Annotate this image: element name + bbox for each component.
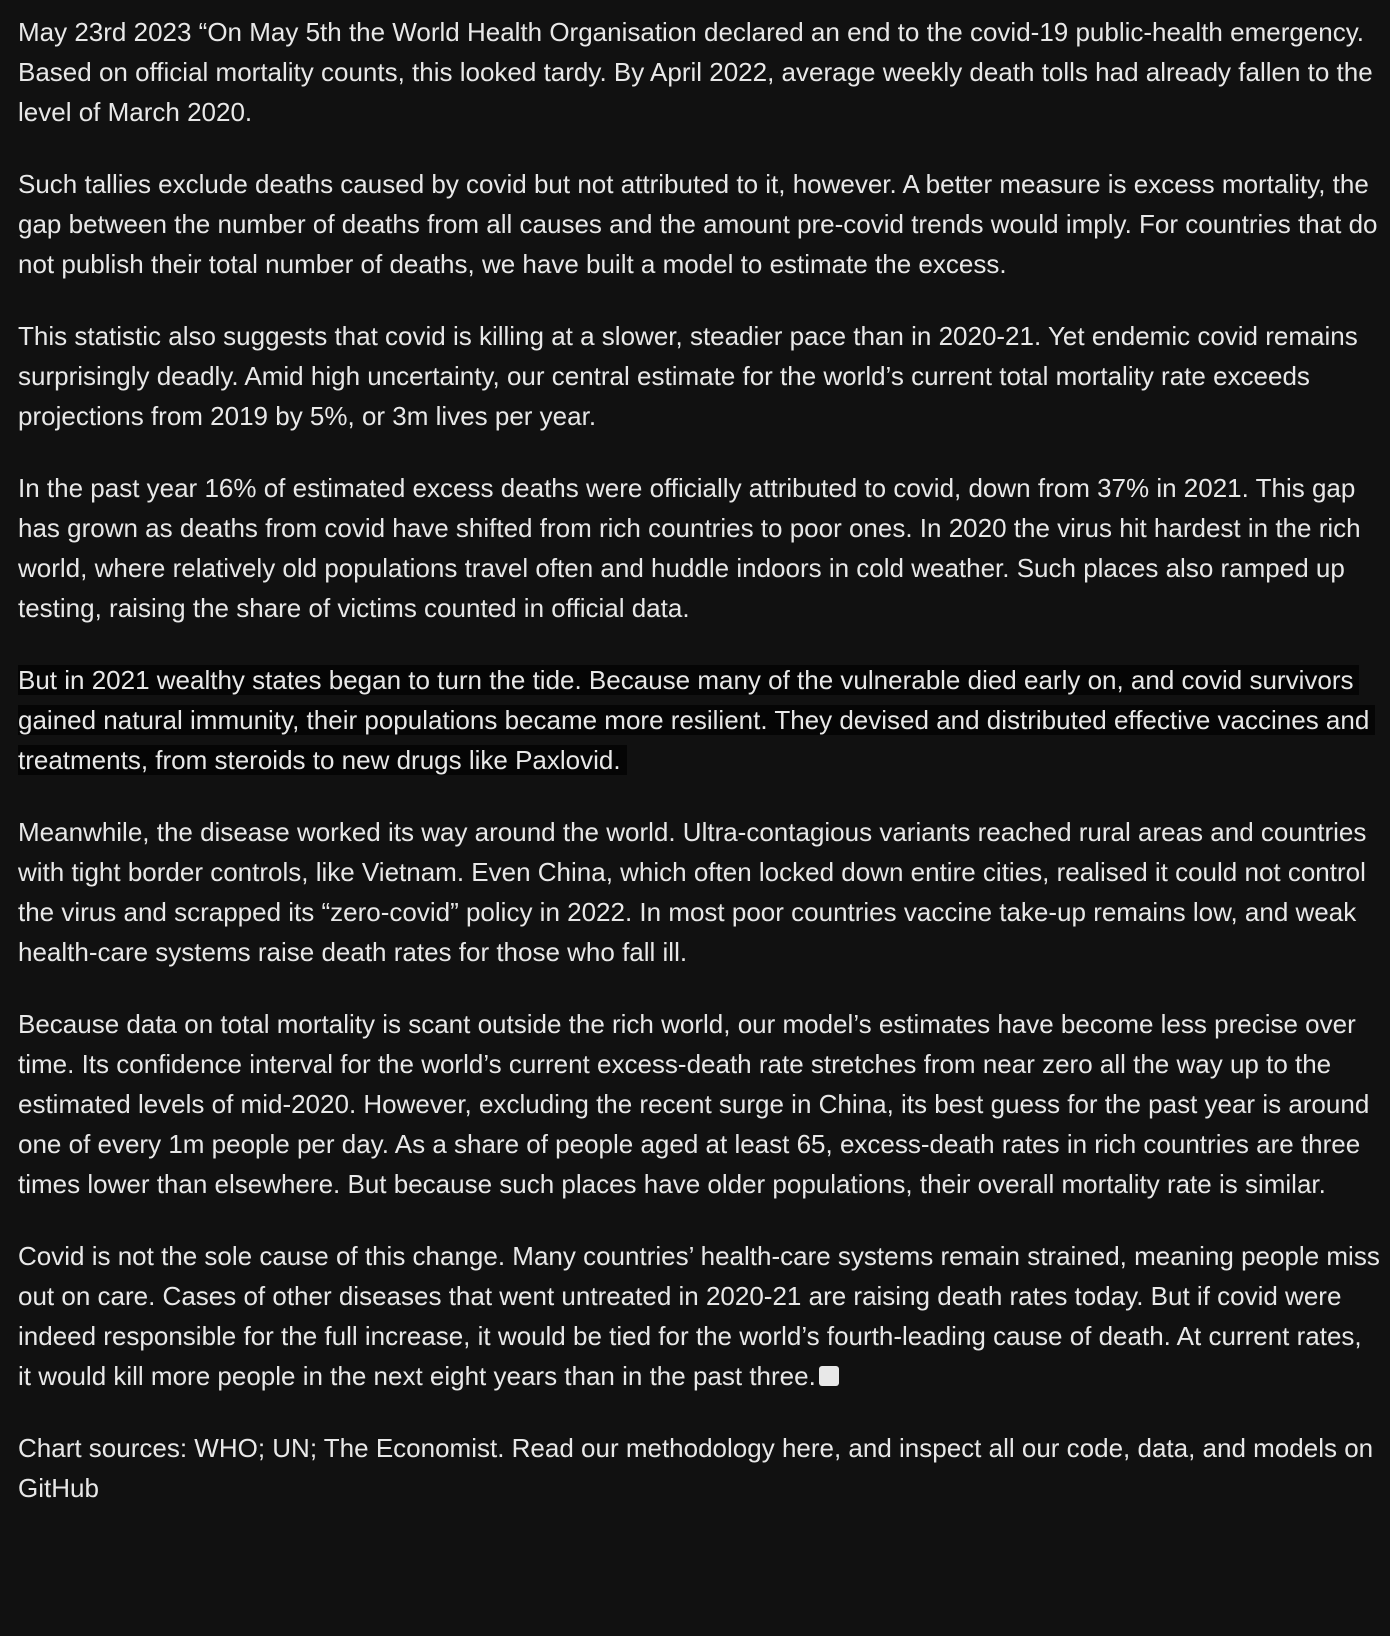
paragraph-6: Meanwhile, the disease worked its way around the world. Ultra-contagious variants reached rural areas and countries with tight border controls, like Vietnam. Even China, which often locked down entire cities, realised it could not control the virus and scrapped its “zero-covid” policy in 2022. In most poor countries vaccine take-up remains low, and weak health-care systems raise death rates for those who fall ill. (18, 817, 1367, 967)
end-of-article-icon (819, 1366, 839, 1386)
paragraph-8 (18, 1236, 1380, 1396)
selected-text[interactable]: But in 2021 wealthy states began to turn the tide. Because many of the vulnerable died early on, and covid survivors gained natural immunity, their populations became more resilient. They devised and distributed effective vaccines and treatments, from steroids to new drugs like Paxlovid. (18, 665, 1375, 775)
paragraph-8-text: Covid is not the sole cause of this change. Many countries’ health-care systems remain strained, meaning people miss out on care. Cases of other diseases that went untreated in 2020-21 are raising death rates today. But if covid were indeed responsible for the full increase, it would be tied for the world’s fourth-leading cause of death. At current rates, it would kill more people in the next eight years than in the past three. (18, 1241, 1380, 1391)
paragraph-4: In the past year 16% of estimated excess deaths were officially attributed to covid, down from 37% in 2021. This gap has grown as deaths from covid have shifted from rich countries to poor ones. In 2020 the virus hit hardest in the rich world, where relatively old populations travel often and huddle indoors in cold weather. Such places also ramped up testing, raising the share of victims counted in official data. (18, 473, 1361, 623)
paragraph-3: This statistic also suggests that covid is killing at a slower, steadier pace than in 2020-21. Yet endemic covid remains surprisingly deadly. Amid high uncertainty, our central estimate for the world’s current total mortality rate exceeds projections from 2019 by 5%, or 3m lives per year. (18, 321, 1358, 431)
paragraph-1: May 23rd 2023 “On May 5th the World Health Organisation declared an end to the covid-19 public-health emergency. Based on official mortality counts, this looked tardy. By April 2022, average weekly death tolls had already fallen to the level of March 2020. (18, 17, 1373, 127)
paragraph-5-selected[interactable] (18, 660, 1380, 780)
paragraph-7: Because data on total mortality is scant outside the rich world, our model’s estimates have become less precise over time. Its confidence interval for the world’s current excess-death rate stretches from near zero all the way up to the estimated levels of mid-2020. However, excluding the recent surge in China, its best guess for the past year is around one of every 1m people per day. As a share of people aged at least 65, excess-death rates in rich countries are three times lower than elsewhere. But because such places have older populations, their overall mortality rate is similar. (18, 1009, 1370, 1199)
chart-sources: Chart sources: WHO; UN; The Economist. Read our methodology here, and inspect all our code, data, and models on GitHub (18, 1433, 1374, 1503)
article-body (18, 12, 1380, 1508)
paragraph-2: Such tallies exclude deaths caused by covid but not attributed to it, however. A better measure is excess mortality, the gap between the number of deaths from all causes and the amount pre-covid trends would imply. For countries that do not publish their total number of deaths, we have built a model to estimate the excess. (18, 169, 1378, 279)
